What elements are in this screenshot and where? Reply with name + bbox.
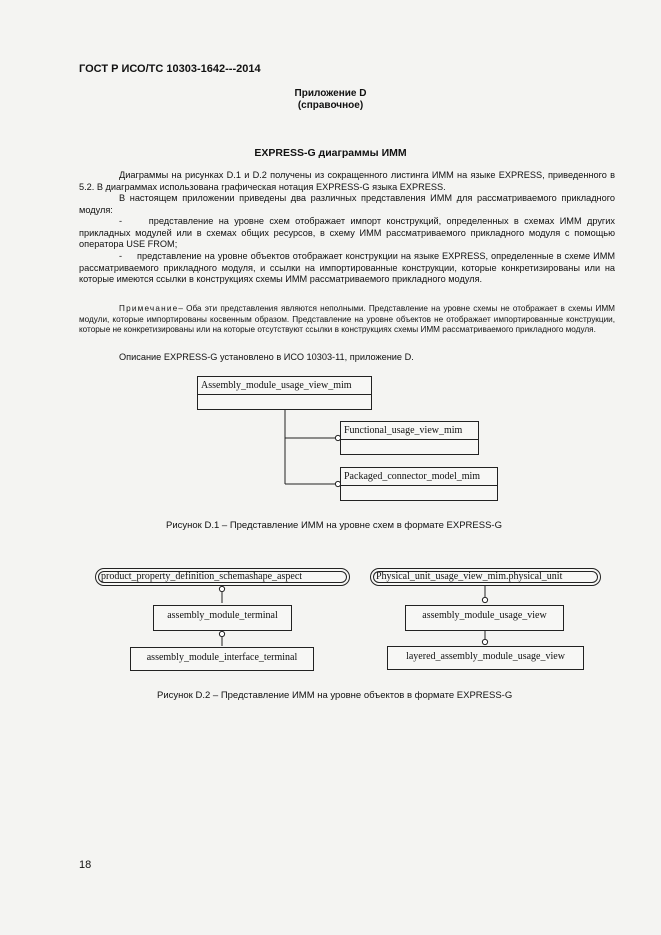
figure2-left-dot-1: [219, 586, 224, 591]
bullet-marker: -: [119, 216, 123, 226]
note-label: Примечание: [119, 304, 179, 313]
figure2-right-dot-2: [482, 639, 487, 644]
schema-box-packaged-label: Packaged_connector_model_mim: [341, 468, 497, 486]
right-reference-pill: [370, 568, 601, 586]
figure1-caption: Рисунок D.1 – Представление ИММ на уровне схем в формате EXPRESS-G: [166, 520, 502, 531]
appendix-title: Приложение D: [294, 88, 367, 99]
entity-assembly-module-interface-terminal: assembly_module_interface_terminal: [130, 647, 314, 671]
paragraph-intro: Диаграммы на рисунках D.1 и D.2 получены из сокращенного листинга ИММ на языке EXPRESS, приведенного в 5.2. В диаграммах использована графическая нотация EXPRESS-G языка EXPRESS.: [79, 170, 615, 192]
schema-box-main-label: Assembly_module_usage_view_mim: [198, 377, 371, 395]
entity-assembly-module-terminal: assembly_module_terminal: [153, 605, 292, 631]
figure2-left-dot-2: [219, 631, 224, 636]
figure2-caption: Рисунок D.2 – Представление ИММ на уровне объектов в формате EXPRESS-G: [157, 690, 513, 701]
appendix-subtitle: (справочное): [297, 100, 364, 111]
bullet-marker: -: [119, 251, 123, 261]
left-reference-pill: [95, 568, 350, 586]
figure2-right-dot-1: [482, 597, 487, 602]
bullet-object-text: представление на уровне объектов отображает конструкции на языке EXPRESS, определенные в схеме ИММ рассматриваемого прикладного модуля, и ссылки на импортированные конструкции, которые конкретизированы или на которые имеются ссылки в конструкциях схемы ИММ рассматриваемого прикладного модуля.: [79, 251, 616, 284]
standard-header: ГОСТ Р ИСО/ТС 10303-1642---2014: [79, 63, 261, 75]
bullet-schema-text: представление на уровне схем отображает импорт конструкций, определенных в схемах ИММ других прикладных модулей или в схемах общих ресурсов, в схему ИММ рассматриваемого прикладного модуля с помощью оператора USE FROM;: [79, 216, 615, 249]
entity-assembly-module-usage-view: assembly_module_usage_view: [405, 605, 564, 631]
right-reference-label: Physical_unit_usage_view_mim.physical_unit: [376, 571, 563, 582]
entity-layered-assembly-module-usage-view: layered_assembly_module_usage_view: [387, 646, 584, 670]
page-number: 18: [79, 859, 92, 871]
schema-box-functional: [340, 421, 479, 455]
note-text: – Оба эти представления являются неполными. Представление на уровне схемы не отображает в схемы ИММ модули, которые импортированы косвенным образом. Представление на уровне объектов не отображает импортированные конструкции, которые не конкретизированы или на которые отсутствуют ссылки в конструкциях схемы ИММ рассматриваемого прикладного модуля.: [79, 304, 615, 335]
schema-box-main: [197, 376, 372, 410]
left-reference-label: product_property_definition_schemashape_aspect: [101, 571, 303, 582]
schema-box-packaged: [340, 467, 498, 501]
schema-box-functional-label: Functional_usage_view_mim: [341, 422, 478, 440]
paragraph-views: В настоящем приложении приведены два различных представления ИММ для рассматриваемого прикладного модуля:: [79, 193, 615, 215]
section-title: EXPRESS-G диаграммы ИММ: [254, 147, 407, 159]
paragraph-reference: Описание EXPRESS-G установлено в ИСО 10303-11, приложение D.: [119, 352, 414, 362]
